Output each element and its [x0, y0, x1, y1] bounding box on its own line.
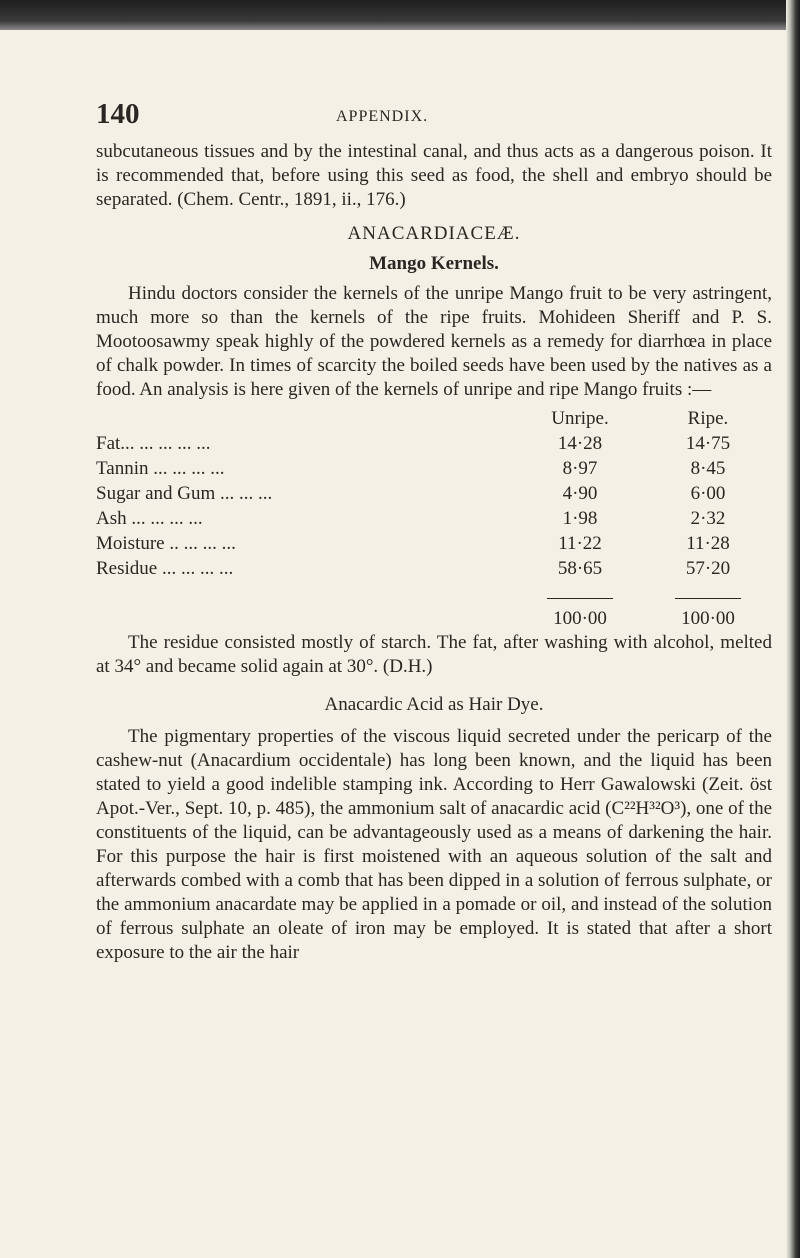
- hair-dye-subhead: Anacardic Acid as Hair Dye.: [324, 694, 544, 715]
- sum-rule: [547, 598, 613, 599]
- cell-unripe: 14·28: [557, 432, 603, 454]
- row-label: Moisture: [96, 532, 165, 554]
- page-header: [96, 98, 776, 138]
- cell-unripe: 58·65: [557, 557, 603, 579]
- table-row: [96, 456, 772, 481]
- cell-ripe: 8·45: [690, 457, 726, 479]
- row-label: Fat...: [96, 432, 135, 454]
- header-ripe: Ripe.: [687, 407, 729, 429]
- cell-ripe: 6·00: [690, 482, 726, 504]
- hair-dye-paragraph: The pigmentary properties of the viscous liquid secreted under the pericarp of the cashew-nut (Anacardium occidentale) has long been known, and the liquid has been stated to yield a good indelible stamping ink. According to Herr Gawalowski (Zeit. öst Apot.-Ver., Sept. 10, p. 485), the ammonium salt of anacardic acid (C²²H³²O³), one of the constituents of the liquid, can be advantageously used as a means of darkening the hair. For this purpose the hair is first moistened with an aqueous solution of the salt and afterwards combed with a comb that has been dipped in a solution of ferrous sulphate, or the ammonium anacardate may be applied in a pomade or oil, and instead of the solution of ferrous sulphate an oleate of iron may be employed. It is stated that after a short exposure to the air the hair: [96, 726, 772, 963]
- table-row: [96, 506, 772, 531]
- row-label: Tannin: [96, 457, 149, 479]
- mango-paragraph: Hindu doctors consider the kernels of the unripe Mango fruit to be very astringent, much more so than the kernels of the ripe fruits. Mohideen Sheriff and P. S. Mootoosawmy speak highly of the powdered kernels as a remedy for diarrhœa in place of chalk powder. In times of scarcity the boiled seeds have been used by the natives as a food. An analysis is here given of the kernels of unripe and ripe Mango fruits :—: [96, 283, 772, 400]
- row-label: Ash: [96, 507, 127, 529]
- mango-subhead: Mango Kernels.: [369, 253, 499, 274]
- row-dots: .. ... ... ...: [169, 532, 236, 554]
- total-ripe: 100·00: [681, 607, 735, 629]
- cell-ripe: 2·32: [690, 507, 726, 529]
- cell-unripe: 8·97: [562, 457, 598, 479]
- table-totals-row: [96, 606, 772, 631]
- table-row: [96, 556, 772, 581]
- scan-right-edge: [786, 0, 800, 1258]
- table-row: [96, 481, 772, 506]
- row-dots: ... ... ... ...: [139, 432, 211, 454]
- row-dots: ... ... ...: [220, 482, 273, 504]
- table-header-row: [96, 406, 772, 431]
- row-label: Sugar and Gum: [96, 482, 216, 504]
- section-title: ANACARDIACEÆ.: [347, 223, 521, 244]
- intro-paragraph: subcutaneous tissues and by the intestinal canal, and thus acts as a dangerous poison. It is recommended that, before using this seed as food, the shell and embryo should be separated. (Chem. Centr., 1891, ii., 176.): [96, 141, 772, 210]
- page-number: 140: [96, 98, 140, 130]
- table-rule-row: [96, 581, 772, 606]
- analysis-table: [96, 406, 772, 631]
- scan-top-border: [0, 0, 800, 30]
- cell-unripe: 4·90: [562, 482, 598, 504]
- total-unripe: 100·00: [553, 607, 607, 629]
- running-head: APPENDIX.: [336, 108, 429, 125]
- residue-note: The residue consisted mostly of starch. The fat, after washing with alcohol, melted at 34° and became solid again at 30°. (D.H.): [96, 632, 772, 677]
- cell-unripe: 1·98: [562, 507, 598, 529]
- cell-ripe: 11·28: [686, 532, 730, 554]
- row-label: Residue: [96, 557, 158, 579]
- row-dots: ... ... ... ...: [153, 457, 225, 479]
- row-dots: ... ... ... ...: [131, 507, 203, 529]
- sum-rule: [675, 598, 741, 599]
- row-dots: ... ... ... ...: [161, 557, 234, 579]
- page-body: [96, 140, 772, 965]
- header-unripe: Unripe.: [551, 407, 609, 429]
- table-row: [96, 431, 772, 456]
- cell-unripe: 11·22: [558, 532, 602, 554]
- cell-ripe: 57·20: [685, 557, 731, 579]
- cell-ripe: 14·75: [685, 432, 731, 454]
- table-row: [96, 531, 772, 556]
